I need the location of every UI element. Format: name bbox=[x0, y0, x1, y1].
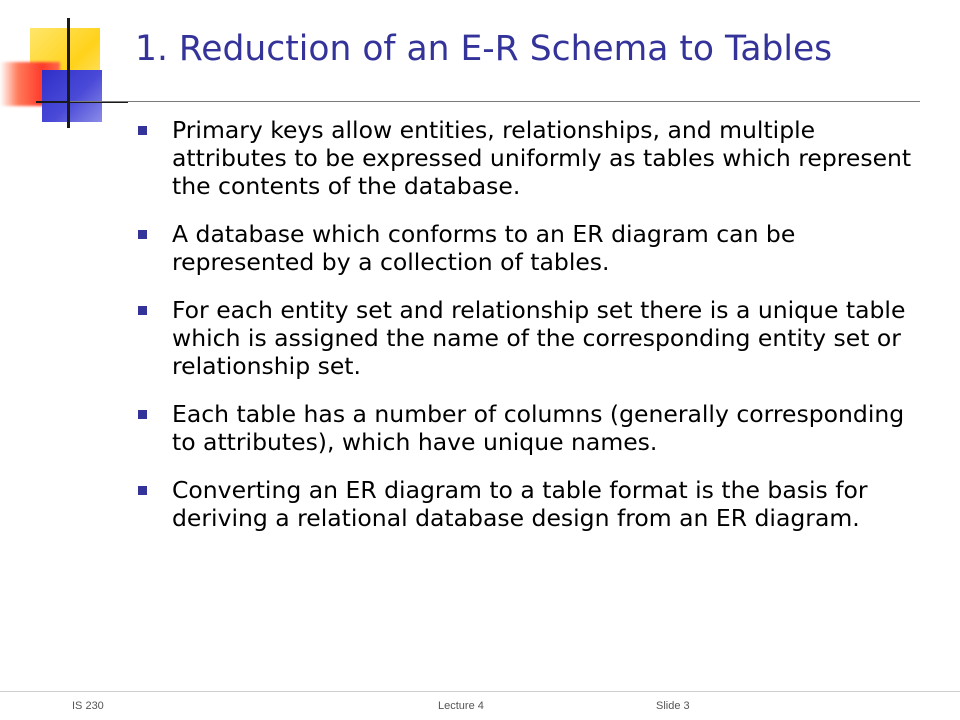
decorative-vertical-line bbox=[67, 18, 70, 128]
bullet-text: For each entity set and relationship set there is a unique table which is assigned the name of the corresponding entity set or relationship set. bbox=[172, 296, 906, 380]
bullet-text: Primary keys allow entities, relationships, and multiple attributes to be expressed uniformly as tables which represent the contents of the database. bbox=[172, 116, 912, 200]
slide-title: 1. Reduction of an E-R Schema to Tables bbox=[135, 29, 833, 69]
bullet-text: A database which conforms to an ER diagram can be represented by a collection of tables. bbox=[172, 220, 796, 276]
decorative-blue-square bbox=[42, 70, 102, 122]
bullet-item bbox=[132, 220, 932, 276]
footer-divider bbox=[0, 691, 960, 692]
square-bullet-icon bbox=[138, 230, 147, 239]
bullet-text: Converting an ER diagram to a table format is the basis for deriving a relational database design from an ER diagram. bbox=[172, 476, 868, 532]
bullet-item bbox=[132, 116, 932, 200]
footer-lecture: Lecture 4 bbox=[438, 700, 484, 712]
footer-slide-number: Slide 3 bbox=[656, 700, 690, 712]
bullet-item bbox=[132, 400, 932, 456]
square-bullet-icon bbox=[138, 486, 147, 495]
square-bullet-icon bbox=[138, 410, 147, 419]
bullet-list bbox=[132, 116, 932, 552]
bullet-item bbox=[132, 476, 932, 532]
title-underline bbox=[70, 101, 920, 102]
footer-course: IS 230 bbox=[72, 700, 104, 712]
square-bullet-icon bbox=[138, 126, 147, 135]
square-bullet-icon bbox=[138, 306, 147, 315]
bullet-text: Each table has a number of columns (generally corresponding to attributes), which have unique names. bbox=[172, 400, 905, 456]
bullet-item bbox=[132, 296, 932, 380]
